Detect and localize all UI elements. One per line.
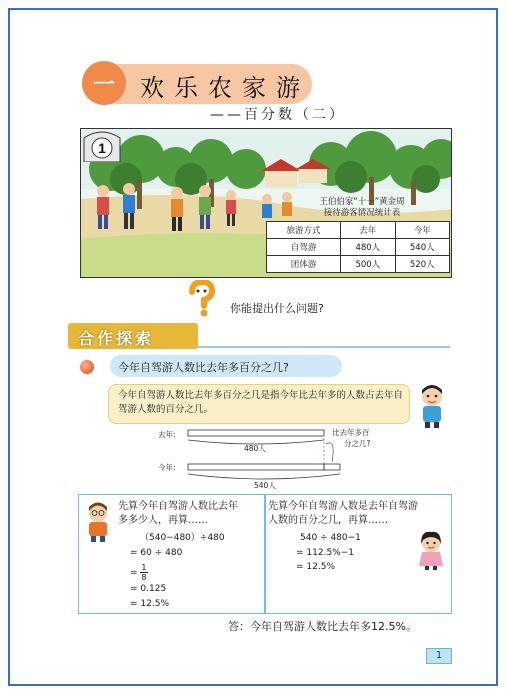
this-year-value: 540人 [254,481,276,490]
page-number: 1 [426,648,452,664]
question-text: 今年自驾游人数比去年多百分之几? [118,361,289,374]
table-cell: 500人 [341,256,395,273]
method2-step2: = 112.5%−1 [296,548,354,558]
table-cell: 520人 [395,256,449,273]
table-row [267,239,450,256]
section-title: 合作探索 [78,329,155,348]
method2-step1: 540 ÷ 480−1 [300,533,361,543]
answer-text: 答：今年自驾游人数比去年多12.5%。 [228,620,417,633]
table-row [267,256,450,273]
visitor-stats-table [266,221,450,273]
lesson-number: 一 [82,61,126,105]
method1-step3 [130,563,148,582]
boy-character-icon [414,382,450,428]
table-cell: 团体游 [267,256,341,273]
lesson-title: 欢乐农家游 [140,74,310,102]
table-caption-line1: 王伯伯家“十一”黄金周 [319,197,405,207]
method1-intro-line2: 多多少人，再算…… [118,515,208,526]
difference-note-line2: 分之几? [344,439,371,448]
difference-note-line1: 比去年多百 [332,428,370,437]
table-caption [278,197,446,219]
methods-divider [264,494,266,614]
table-header-row [267,222,450,239]
lesson-badge-number: 1 [98,140,106,156]
this-year-label: 今年: [158,463,176,472]
table-header-cell: 去年 [341,222,395,239]
fraction-denominator: 8 [141,573,147,582]
table-caption-line2: 接待游客情况统计表 [323,208,401,218]
explanation-text: 今年自驾游人数比去年多百分之几是指今年比去年多的人数占去年自驾游人数的百分之几。 [118,390,404,415]
question-bullet-icon [80,360,94,374]
fraction [140,563,147,582]
boy-with-glasses-icon [82,500,114,542]
girl-character-icon [416,530,446,570]
table-header-cell: 旅游方式 [267,222,341,239]
question-mark-icon [184,280,218,318]
method1-step2: = 60 ÷ 480 [130,548,183,558]
method1-step5: = 12.5% [130,599,169,609]
table-cell: 540人 [395,239,449,256]
lesson-badge [80,128,124,162]
fraction-numerator: 1 [141,563,147,572]
comparison-diagram [150,424,400,494]
method1-step3-equals: = [130,568,138,578]
last-year-value: 480人 [244,444,266,453]
method1-intro-line1: 先算今年自驾游人数比去年 [118,501,238,512]
section-divider [198,346,450,348]
method2-intro-line2: 人数的百分之几，再算…… [268,515,388,526]
table-cell: 自驾游 [267,239,341,256]
method2-intro-line1: 先算今年自驾游人数是去年自驾游 [268,501,418,512]
method2-step3: = 12.5% [296,562,335,572]
method1-step1: （540−480）÷480 [140,533,225,543]
method1-step4: = 0.125 [130,584,167,594]
lesson-subtitle: ——百分数（二） [210,107,346,123]
table-header-cell: 今年 [395,222,449,239]
table-cell: 480人 [341,239,395,256]
last-year-label: 去年: [158,430,176,439]
question-prompt: 你能提出什么问题? [230,302,324,315]
